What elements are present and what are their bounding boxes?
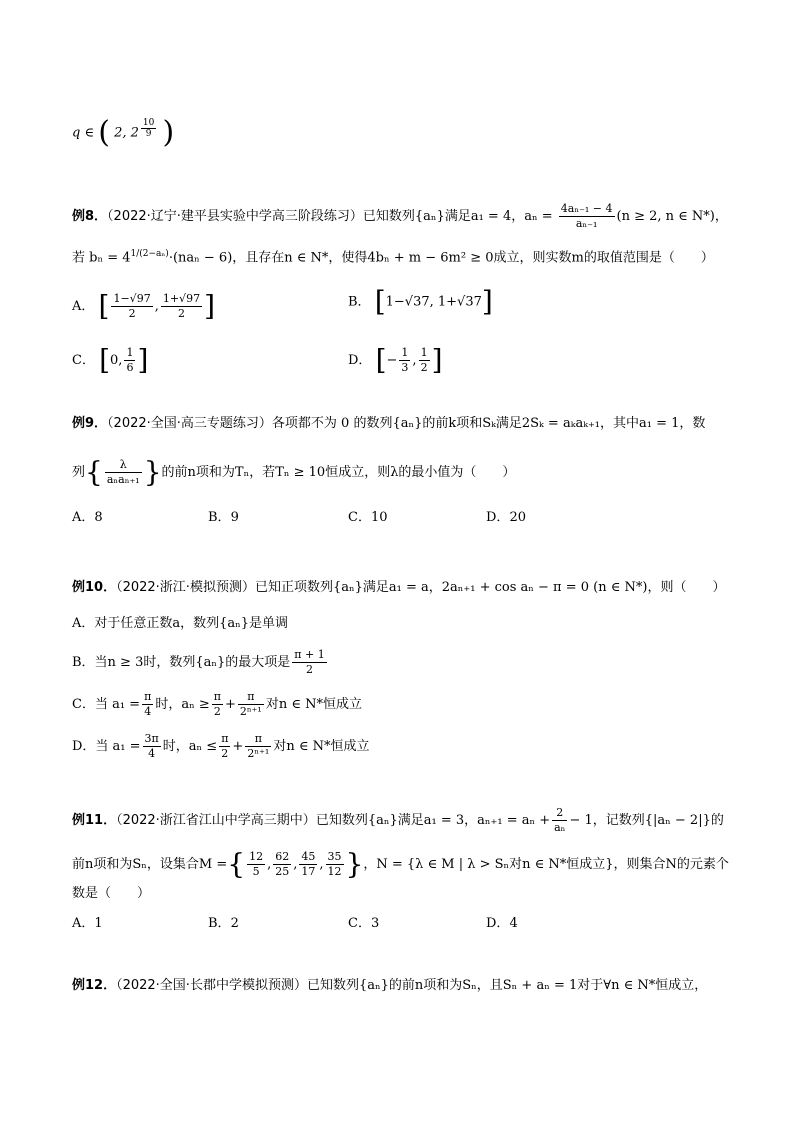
option-value: 9 bbox=[230, 510, 239, 525]
option-label: D． bbox=[486, 510, 510, 525]
option-c-plus: + bbox=[224, 697, 236, 712]
example-8-stem-1: 已知数列{aₙ}满足a₁ = 4，aₙ = bbox=[362, 209, 553, 224]
option-d-num: 3π bbox=[144, 732, 159, 745]
example-12-stem: 已知数列{aₙ}的前n项和为Sₙ，且Sₙ + aₙ = 1对于∀n ∈ N*恒成立， bbox=[306, 978, 708, 993]
example-9-option-a[interactable] bbox=[72, 508, 103, 528]
option-d-num-1: 1 bbox=[401, 346, 409, 359]
option-d-post: 对n ∈ N*恒成立 bbox=[273, 739, 370, 754]
example-12-line-1 bbox=[72, 976, 707, 996]
option-d-den-2: 2 bbox=[420, 361, 428, 374]
option-c-left: 0, bbox=[110, 353, 123, 368]
set-item-den: 17 bbox=[301, 865, 316, 878]
option-d-n2: π bbox=[245, 732, 271, 747]
example-11-option-a[interactable] bbox=[72, 914, 103, 934]
example-11-option-b[interactable] bbox=[208, 914, 239, 934]
example-9-stem-2a: 列 bbox=[72, 465, 86, 480]
set-item-num: 35 bbox=[327, 850, 342, 863]
option-d-mid: 时，aₙ ≤ bbox=[162, 739, 218, 754]
option-d-d1: 2 bbox=[221, 747, 229, 760]
example-11-stem-2b: ，N = {λ ∈ M | λ > Sₙ对n ∈ N*恒成立}，则集合N的元素个 bbox=[363, 857, 729, 872]
option-b-value: 1−√37, 1+√37 bbox=[385, 294, 482, 310]
example-9-option-c[interactable] bbox=[348, 508, 388, 528]
example-12-label: 例12． bbox=[72, 978, 117, 993]
option-value: 10 bbox=[370, 510, 388, 525]
example-11-option-c[interactable] bbox=[348, 914, 379, 934]
example-11-label: 例11． bbox=[72, 813, 117, 828]
example-8-frac-num: 4aₙ₋₁ − 4 bbox=[560, 202, 613, 215]
option-c-mid: 时，aₙ ≥ bbox=[155, 697, 210, 712]
option-d-num-2: 1 bbox=[420, 346, 428, 359]
option-c-num: π bbox=[144, 690, 152, 703]
option-a-num-1: 1−√97 bbox=[113, 292, 151, 305]
example-8-option-d[interactable]: D． [− $\frac{1}{3}$ , $\frac{1}{2}$ ] bbox=[348, 343, 443, 377]
answer-q: q bbox=[72, 125, 81, 141]
example-9-stem-2b: 的前n项和为Tₙ，若Tₙ ≥ 10恒成立，则λ的最小值为（ ） bbox=[161, 465, 516, 480]
example-8-frac-den: aₙ₋₁ bbox=[575, 217, 598, 230]
option-b-num: π + 1 bbox=[294, 648, 325, 661]
example-8-exp: 1/(2−aₙ) bbox=[130, 249, 169, 259]
example-11-stem-3: 数是（ ） bbox=[72, 886, 151, 901]
example-12-source: （2022·全国·长郡中学模拟预测） bbox=[116, 978, 307, 993]
example-10-option-d[interactable] bbox=[72, 732, 369, 761]
example-8-label: 例8． bbox=[72, 209, 108, 224]
option-value: 4 bbox=[509, 916, 518, 931]
option-b-den: 2 bbox=[306, 663, 313, 676]
example-10-option-c[interactable] bbox=[72, 690, 362, 719]
example-11-source: （2022·浙江省江山中学高三期中） bbox=[116, 813, 316, 828]
example-8-stem-2b: ·(naₙ − 6)，且存在n ∈ N*，使得4bₙ + m − 6m² ≥ 0成立，则实数m的取值范围是（ ） bbox=[168, 250, 714, 266]
option-c-d1: 2 bbox=[213, 705, 221, 718]
option-a-label: A． bbox=[72, 299, 95, 314]
option-c-d2: 2ⁿ⁺¹ bbox=[239, 705, 262, 718]
option-b-label: B． bbox=[348, 294, 371, 310]
set-item-den: 12 bbox=[327, 865, 342, 878]
example-11-stem-1b: − 1，记数列{|aₙ − 2|}的 bbox=[569, 813, 724, 828]
answer-base: 2, 2 bbox=[114, 125, 139, 141]
option-b-pre: B．当n ≥ 3时，数列{aₙ}的最大项是 bbox=[72, 655, 291, 670]
example-8-option-c[interactable]: C． [0, $\frac{1}{6}$ ] bbox=[72, 343, 149, 377]
example-8-option-a[interactable]: A． [ $\frac{1-√97}{2}$ , $\frac{1+√97}{2}$ ] bbox=[72, 289, 216, 323]
example-9-label: 例9． bbox=[72, 416, 108, 431]
example-8-cond: (n ≥ 2, n ∈ N*)， bbox=[616, 209, 728, 224]
example-11-stem-1a: 已知数列{aₙ}满足a₁ = 3，aₙ₊₁ = aₙ + bbox=[315, 813, 551, 828]
example-11-option-d[interactable] bbox=[486, 914, 518, 934]
option-d-den: 4 bbox=[148, 747, 156, 760]
option-label: A． bbox=[72, 916, 95, 931]
option-d-den-1: 3 bbox=[401, 361, 409, 374]
example-11-stem-2a: 前n项和为Sₙ，设集合M = bbox=[72, 857, 228, 872]
option-label: C． bbox=[348, 510, 371, 525]
option-c-den: 6 bbox=[126, 361, 134, 374]
option-label: B． bbox=[208, 510, 231, 525]
example-11-frac-num: 2 bbox=[552, 806, 567, 821]
example-10-label: 例10． bbox=[72, 580, 117, 595]
example-11-line-3 bbox=[72, 884, 150, 904]
option-c-num: 1 bbox=[126, 346, 134, 359]
set-item-num: 45 bbox=[301, 850, 316, 863]
option-c-n1: π bbox=[213, 690, 221, 703]
example-9-frac-num: λ bbox=[105, 458, 142, 473]
example-9-stem-1: 各项都不为 0 的数列{aₙ}的前k项和Sₖ满足2Sₖ = aₖaₖ₊₁，其中a₁ = 1，数 bbox=[271, 416, 706, 431]
option-a-num-2: 1+√97 bbox=[162, 292, 201, 305]
set-item-den: 5 bbox=[252, 865, 260, 878]
option-value: 1 bbox=[94, 916, 103, 931]
option-c-pre: C．当 a₁ = bbox=[72, 697, 141, 712]
set-item-num: 12 bbox=[249, 850, 264, 863]
option-value: 8 bbox=[94, 510, 103, 525]
option-d-plus: + bbox=[232, 739, 244, 754]
example-10-line-1 bbox=[72, 578, 725, 598]
option-label: A． bbox=[72, 510, 95, 525]
example-8-line-2 bbox=[72, 244, 714, 268]
option-c-label: C． bbox=[72, 353, 95, 368]
example-10-source: （2022·浙江·模拟预测） bbox=[116, 580, 255, 595]
example-8-line-1 bbox=[72, 202, 728, 231]
option-label: B． bbox=[208, 916, 231, 931]
answer-exp-den: 9 bbox=[145, 129, 152, 139]
option-d-left: − bbox=[386, 353, 398, 368]
example-9-source: （2022·全国·高三专题练习） bbox=[107, 416, 272, 431]
option-c-n2: π bbox=[238, 690, 264, 705]
option-a-den-1: 2 bbox=[128, 307, 136, 320]
example-8-option-b[interactable]: B． [1−√37, 1+√37] bbox=[348, 285, 493, 318]
example-9-line-2: 列{ $\frac{\lambda}{\text{aₙaₙ₊₁}}$ }的前n项和为Tₙ，若Tₙ ≥ 10恒成立，则λ的最小值为（ ） bbox=[72, 455, 516, 489]
example-11-frac-den: aₙ bbox=[554, 821, 566, 834]
example-8-stem-2a: 若 bₙ = 4 bbox=[72, 250, 131, 266]
example-10-option-b[interactable] bbox=[72, 648, 329, 677]
option-d-label: D． bbox=[348, 353, 372, 368]
example-9-option-d[interactable] bbox=[486, 508, 526, 528]
answer-in: ∈ bbox=[84, 125, 95, 141]
option-d-n1: π bbox=[221, 732, 229, 745]
option-d-pre: D．当 a₁ = bbox=[72, 739, 141, 754]
example-10-option-a[interactable] bbox=[72, 614, 288, 634]
option-label: D． bbox=[486, 916, 510, 931]
example-8-source: （2022·辽宁·建平县实验中学高三阶段练习） bbox=[107, 209, 363, 224]
set-item-den: 25 bbox=[275, 865, 290, 878]
option-a-den-2: 2 bbox=[177, 307, 185, 320]
option-a-text: A．对于任意正数a，数列{aₙ}是单调 bbox=[72, 616, 289, 631]
option-c-den: 4 bbox=[144, 705, 152, 718]
option-d-d2: 2ⁿ⁺¹ bbox=[247, 747, 270, 760]
answer-exp-num: 10 bbox=[142, 118, 155, 128]
option-c-post: 对n ∈ N*恒成立 bbox=[265, 697, 362, 712]
example-9-frac-den: aₙaₙ₊₁ bbox=[106, 473, 140, 486]
example-11-line-1 bbox=[72, 806, 724, 835]
example-9-line-1 bbox=[72, 414, 705, 434]
option-value: 2 bbox=[230, 916, 239, 931]
option-value: 20 bbox=[509, 510, 526, 525]
option-value: 3 bbox=[370, 916, 380, 931]
option-label: C． bbox=[348, 916, 371, 931]
previous-answer: q ∈ ( 2, 2 $^{\frac{10}{9}}$ ) bbox=[72, 114, 175, 150]
set-item-num: 62 bbox=[275, 850, 290, 863]
example-11-line-2: 前n项和为Sₙ，设集合M ={ $\frac{12}{5}$ , $\frac{62}{25}$ , $\frac{45}{17}$ , $\frac{35}{12}$ }，N = {λ ∈ M | λ > Sₙ对n ∈ N*恒成立}，则集合N的元素个 bbox=[72, 847, 729, 881]
example-10-stem: 已知正项数列{aₙ}满足a₁ = a，2aₙ₊₁ + cos aₙ − π = 0 (n ∈ N*)，则（ ） bbox=[254, 580, 726, 595]
example-9-option-b[interactable] bbox=[208, 508, 239, 528]
